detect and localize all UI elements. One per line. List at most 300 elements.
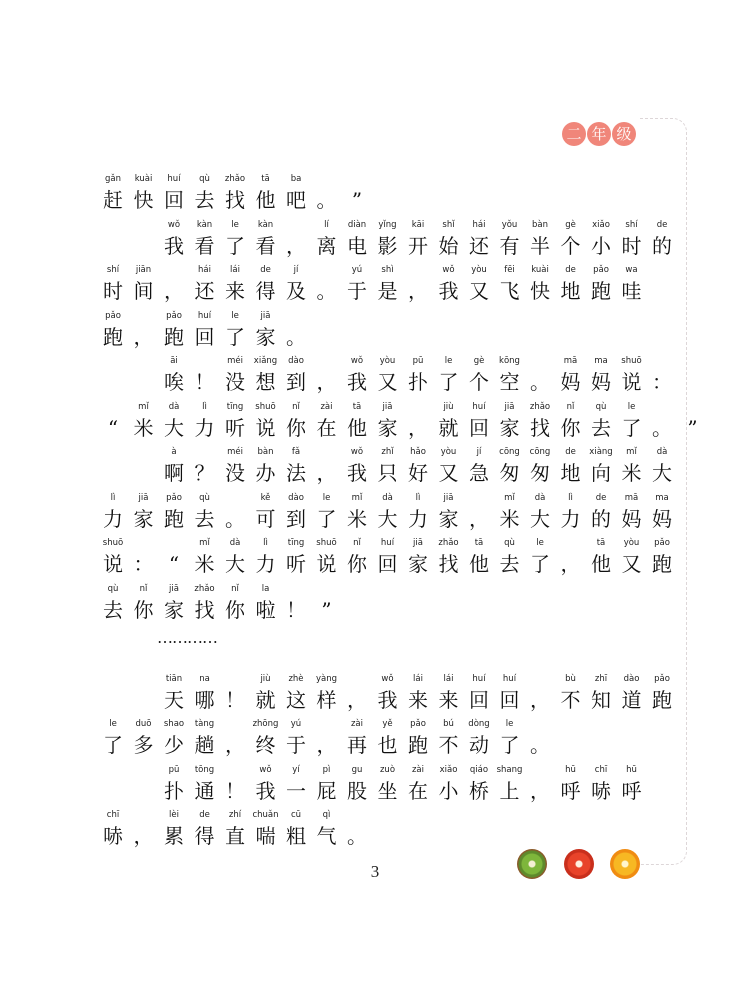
hanzi-character: 扑	[408, 370, 428, 394]
pinyin-syllable: bú	[443, 719, 454, 729]
pinyin-syllable: yàng	[315, 674, 338, 684]
pinyin-syllable: diàn	[347, 220, 367, 230]
hanzi-character: 桥	[469, 779, 489, 803]
pinyin-syllable: kōng	[499, 356, 520, 366]
hanzi-character: 不	[560, 688, 581, 712]
pinyin-syllable: qù	[199, 174, 210, 184]
pinyin-syllable: hái	[198, 265, 211, 275]
pinyin-syllable: dòng	[468, 719, 490, 729]
hanzi-character: 向	[591, 461, 611, 485]
hanzi-character: 办	[255, 461, 276, 485]
pinyin-syllable: tīng	[287, 538, 305, 548]
hanzi-character: 直	[225, 824, 245, 848]
text-line	[0, 174, 750, 220]
ellipsis: …………	[157, 628, 217, 647]
pinyin-syllable: wǒ	[381, 674, 394, 684]
hanzi-character: 哪	[194, 688, 215, 712]
pinyin-syllable: shí	[625, 220, 638, 230]
pinyin-syllable: jiā	[169, 584, 179, 594]
hanzi-character: ！	[286, 598, 306, 622]
hanzi-character: 在	[316, 416, 337, 440]
text-line	[0, 674, 750, 720]
hanzi-character: 气	[316, 824, 337, 848]
pinyin-syllable: zài	[320, 402, 333, 412]
hanzi-character: ？	[194, 461, 215, 485]
pinyin-syllable: chī	[594, 765, 608, 775]
pinyin-syllable: dà	[656, 447, 668, 457]
pinyin-syllable: à	[171, 447, 177, 457]
pinyin-syllable: fǎ	[291, 447, 301, 457]
hanzi-character: 家	[133, 507, 154, 531]
hanzi-character: 道	[621, 688, 642, 712]
hanzi-character: 及	[286, 279, 306, 303]
hanzi-character: 看	[255, 234, 276, 258]
hanzi-character: 还	[194, 279, 215, 303]
pinyin-syllable: huí	[502, 674, 517, 684]
hanzi-character: 说	[316, 552, 337, 576]
hanzi-character: 屁	[316, 779, 337, 803]
hanzi-character: 跑	[408, 733, 428, 757]
hanzi-character: 跑	[164, 325, 184, 349]
hanzi-character: 的	[652, 234, 672, 258]
pinyin-syllable: nǐ	[566, 402, 575, 412]
hanzi-character: 又	[621, 552, 642, 576]
hanzi-character: ，	[316, 461, 337, 485]
hanzi-character: 我	[255, 779, 276, 803]
hanzi-character: 喘	[255, 824, 276, 848]
pinyin-syllable: gè	[565, 220, 576, 230]
hanzi-character: 小	[591, 234, 611, 258]
hanzi-character: “	[107, 416, 119, 440]
pinyin-syllable: ma	[655, 493, 669, 503]
pinyin-syllable: wǒ	[259, 765, 272, 775]
hanzi-character: ，	[316, 733, 337, 757]
hanzi-character: 始	[438, 234, 459, 258]
pinyin-syllable: le	[231, 220, 239, 230]
hanzi-character: 你	[286, 416, 306, 440]
pinyin-syllable: le	[505, 719, 514, 729]
hanzi-character: 的	[591, 507, 611, 531]
hanzi-character: 家	[377, 416, 398, 440]
hanzi-character: 他	[469, 552, 489, 576]
hanzi-character: 米	[621, 461, 642, 485]
pinyin-syllable: huí	[472, 402, 486, 412]
pinyin-syllable: wǒ	[350, 447, 364, 457]
hanzi-character: ”	[321, 598, 332, 622]
pinyin-syllable: bù	[565, 674, 576, 684]
pinyin-syllable: hū	[626, 765, 637, 775]
pinyin-syllable: shuō	[102, 538, 124, 548]
hanzi-character: 力	[255, 552, 276, 576]
pinyin-syllable: lí	[324, 220, 329, 230]
hanzi-character: 一	[286, 779, 306, 803]
hanzi-character: ，	[133, 325, 154, 349]
hanzi-character: 米	[499, 507, 520, 531]
pinyin-syllable: yǒu	[501, 220, 518, 230]
hanzi-character: 妈	[591, 370, 611, 394]
hanzi-character: 他	[347, 416, 367, 440]
hanzi-character: 知	[591, 688, 611, 712]
pinyin-syllable: jí	[293, 265, 299, 275]
hanzi-character: ，	[560, 552, 581, 576]
hanzi-character: “	[168, 552, 180, 576]
hanzi-character: 得	[255, 279, 276, 303]
text-line	[0, 220, 750, 266]
hanzi-character: 赶	[103, 188, 123, 212]
hanzi-character: 家	[164, 598, 184, 622]
pinyin-syllable: le	[536, 538, 544, 548]
hanzi-character: 找	[530, 416, 550, 440]
hanzi-character: ，	[530, 779, 550, 803]
hanzi-character: 上	[499, 779, 520, 803]
pinyin-syllable: xiǎng	[253, 356, 278, 366]
hanzi-character: 唉	[164, 370, 184, 394]
pinyin-syllable: jiā	[138, 493, 149, 503]
pinyin-syllable: lì	[263, 538, 268, 548]
pinyin-syllable: dà	[382, 493, 393, 503]
pinyin-syllable: cū	[290, 810, 302, 820]
hanzi-character: 天	[164, 688, 184, 712]
kiwi-icon	[517, 849, 547, 879]
pinyin-syllable: jiā	[443, 493, 454, 503]
hanzi-character: 了	[621, 416, 642, 440]
hanzi-character: 。	[652, 416, 672, 440]
pinyin-syllable: tā	[352, 402, 362, 412]
grade-badge-char: 二	[562, 122, 586, 146]
pinyin-syllable: pū	[412, 356, 424, 366]
hanzi-character: 他	[255, 188, 276, 212]
hanzi-character: 没	[225, 370, 245, 394]
hanzi-character: 哇	[621, 279, 642, 303]
pinyin-syllable: zhè	[288, 674, 304, 684]
hanzi-character: 在	[408, 779, 428, 803]
hanzi-character: 你	[347, 552, 367, 576]
hanzi-character: 。	[530, 733, 550, 757]
pinyin-syllable: de	[260, 265, 271, 275]
hanzi-character: 说	[103, 552, 123, 576]
hanzi-character: 这	[286, 688, 306, 712]
pinyin-syllable: dà	[229, 538, 241, 548]
hanzi-character: 力	[103, 507, 123, 531]
hanzi-character: 匆	[499, 461, 520, 485]
pinyin-syllable: le	[444, 356, 453, 366]
pinyin-syllable: zhǎo	[194, 584, 215, 594]
page-number: 3	[370, 862, 380, 881]
hanzi-character: 呼	[621, 779, 642, 803]
hanzi-character: 回	[469, 416, 489, 440]
hanzi-character: 大	[377, 507, 398, 531]
hanzi-character: 呼	[560, 779, 581, 803]
hanzi-character: 再	[347, 733, 367, 757]
pinyin-syllable: yě	[382, 719, 393, 729]
hanzi-character: 地	[560, 279, 581, 303]
hanzi-character: 又	[469, 279, 489, 303]
pinyin-syllable: bàn	[532, 220, 548, 230]
hanzi-character: ，	[408, 416, 428, 440]
pinyin-syllable: shao	[163, 719, 185, 729]
hanzi-character: 听	[286, 552, 306, 576]
pinyin-syllable: lì	[568, 493, 573, 503]
pinyin-syllable: tiān	[165, 674, 183, 684]
hanzi-character: 米	[194, 552, 215, 576]
pinyin-syllable: yí	[292, 765, 300, 775]
hanzi-character: 还	[469, 234, 489, 258]
hanzi-character: 去	[103, 598, 123, 622]
pinyin-syllable: shì	[381, 265, 394, 275]
hanzi-character: 影	[377, 234, 398, 258]
hanzi-character: ！	[194, 370, 215, 394]
pinyin-syllable: le	[109, 719, 117, 729]
pinyin-syllable: xiàng	[589, 447, 613, 457]
hanzi-character: 说	[621, 370, 642, 394]
tomato-icon	[564, 849, 594, 879]
hanzi-character: 就	[438, 416, 459, 440]
pinyin-syllable: kuài	[531, 265, 549, 275]
hanzi-character: 米	[347, 507, 367, 531]
hanzi-character: 回	[499, 688, 520, 712]
pinyin-syllable: cōng	[499, 447, 520, 457]
hanzi-character: 去	[499, 552, 520, 576]
pinyin-syllable: jiù	[443, 402, 454, 412]
pinyin-syllable: zhí	[228, 810, 242, 820]
hanzi-character: 找	[194, 598, 215, 622]
hanzi-character: 又	[377, 370, 398, 394]
pinyin-syllable: fēi	[504, 265, 515, 275]
hanzi-character: 跑	[164, 507, 184, 531]
hanzi-character: 终	[255, 733, 276, 757]
pinyin-syllable: dào	[288, 493, 304, 503]
pinyin-syllable: wǒ	[350, 356, 364, 366]
hanzi-character: 是	[377, 279, 398, 303]
hanzi-character: ，	[316, 370, 337, 394]
hanzi-character: 妈	[560, 370, 581, 394]
pinyin-syllable: bàn	[257, 447, 274, 457]
pinyin-syllable: shí	[106, 265, 120, 275]
pinyin-syllable: gè	[473, 356, 485, 366]
hanzi-character: 到	[286, 507, 306, 531]
pinyin-syllable: zhǐ	[381, 447, 394, 457]
pinyin-syllable: yòu	[623, 538, 640, 548]
pinyin-syllable: zhǎo	[438, 538, 459, 548]
pinyin-syllable: pǎo	[166, 311, 182, 321]
pinyin-syllable: kuài	[134, 174, 153, 184]
hanzi-character: 好	[408, 461, 428, 485]
hanzi-character: 我	[164, 234, 184, 258]
grade-badge-char: 年	[587, 122, 611, 146]
pinyin-syllable: cōng	[529, 447, 551, 457]
pinyin-syllable: kě	[260, 493, 271, 503]
pinyin-syllable: pǎo	[593, 265, 609, 275]
pinyin-syllable: méi	[227, 447, 243, 457]
hanzi-character: 法	[286, 461, 306, 485]
hanzi-character: 于	[347, 279, 367, 303]
hanzi-character: 家	[438, 507, 459, 531]
pinyin-syllable: dà	[534, 493, 546, 503]
hanzi-character: 累	[164, 824, 184, 848]
pinyin-syllable: zhǎo	[224, 174, 246, 184]
pinyin-syllable: dào	[288, 356, 304, 366]
pinyin-syllable: de	[199, 810, 210, 820]
pinyin-syllable: jiù	[260, 674, 271, 684]
hanzi-character: 你	[225, 598, 245, 622]
pinyin-syllable: jiān	[135, 265, 152, 275]
hanzi-character: 扑	[164, 779, 184, 803]
hanzi-character: 听	[225, 416, 245, 440]
hanzi-character: 跑	[652, 688, 672, 712]
hanzi-character: ，	[164, 279, 184, 303]
pinyin-syllable: lì	[415, 493, 421, 503]
text-line	[0, 719, 750, 765]
pinyin-syllable: gǎn	[105, 174, 121, 184]
hanzi-character: 大	[225, 552, 245, 576]
pinyin-syllable: yú	[351, 265, 363, 275]
pinyin-syllable: méi	[227, 356, 243, 366]
pinyin-syllable: yǐng	[378, 220, 397, 230]
orange-icon	[610, 849, 640, 879]
hanzi-character: 离	[316, 234, 337, 258]
hanzi-character: 我	[347, 370, 367, 394]
pinyin-syllable: lèi	[169, 810, 179, 820]
pinyin-syllable: le	[627, 402, 636, 412]
pinyin-syllable: ma	[594, 356, 608, 366]
pinyin-syllable: zài	[350, 719, 364, 729]
hanzi-character: 去	[194, 507, 215, 531]
hanzi-character: 。	[316, 279, 337, 303]
hanzi-character: 股	[347, 779, 367, 803]
hanzi-character: 粗	[286, 824, 306, 848]
hanzi-character: 力	[408, 507, 428, 531]
pinyin-syllable: mǐ	[199, 538, 210, 548]
hanzi-character: 通	[194, 779, 215, 803]
hanzi-character: 力	[194, 416, 215, 440]
hanzi-character: 大	[652, 461, 672, 485]
hanzi-character: 不	[438, 733, 459, 757]
pinyin-syllable: yòu	[379, 356, 396, 366]
hanzi-character: ：	[652, 370, 672, 394]
hanzi-character: 得	[194, 824, 215, 848]
text-line	[0, 810, 750, 856]
pinyin-syllable: lái	[413, 674, 423, 684]
pinyin-syllable: shuō	[316, 538, 337, 548]
hanzi-character: 匆	[530, 461, 550, 485]
pinyin-syllable: dà	[168, 402, 180, 412]
pinyin-syllable: yòu	[471, 265, 487, 275]
hanzi-character: 我	[438, 279, 459, 303]
hanzi-character: 大	[164, 416, 184, 440]
pinyin-syllable: xiǎo	[439, 765, 458, 775]
hanzi-character: 他	[591, 552, 611, 576]
pinyin-syllable: mā	[563, 356, 578, 366]
hanzi-character: 又	[438, 461, 459, 485]
pinyin-syllable: huí	[167, 174, 181, 184]
text-line	[0, 765, 750, 811]
pinyin-syllable: zhōng	[252, 719, 279, 729]
pinyin-syllable: nǐ	[292, 402, 300, 412]
pinyin-syllable: hū	[565, 765, 576, 775]
pinyin-syllable: mā	[624, 493, 639, 503]
hanzi-character: 。	[530, 370, 550, 394]
hanzi-character: 看	[194, 234, 215, 258]
hanzi-character: 大	[530, 507, 550, 531]
hanzi-character: 哧	[103, 824, 123, 848]
pinyin-syllable: huí	[197, 311, 212, 321]
pinyin-syllable: lì	[110, 493, 116, 503]
pinyin-syllable: hǎo	[410, 447, 426, 457]
text-line	[0, 356, 750, 402]
hanzi-character: 样	[316, 688, 337, 712]
pinyin-syllable: qù	[199, 493, 210, 503]
hanzi-character: 就	[255, 688, 276, 712]
text-line	[0, 538, 750, 584]
pinyin-syllable: na	[199, 674, 210, 684]
hanzi-character: 家	[408, 552, 428, 576]
pinyin-syllable: qù	[504, 538, 515, 548]
pinyin-syllable: de	[565, 265, 576, 275]
pinyin-syllable: nǐ	[139, 584, 148, 594]
pinyin-syllable: ba	[290, 174, 302, 184]
hanzi-character: 啦	[255, 598, 276, 622]
pinyin-syllable: kàn	[257, 220, 274, 230]
pinyin-syllable: pǎo	[654, 538, 670, 548]
pinyin-syllable: yòu	[440, 447, 457, 457]
pinyin-syllable: gu	[351, 765, 363, 775]
hanzi-character: 吧	[286, 188, 306, 212]
pinyin-syllable: la	[261, 584, 270, 594]
hanzi-character: 你	[133, 598, 154, 622]
pinyin-syllable: shǐ	[442, 220, 455, 230]
grade-badge	[560, 122, 638, 148]
hanzi-character: ！	[225, 779, 245, 803]
hanzi-character: 到	[286, 370, 306, 394]
hanzi-character: 回	[469, 688, 489, 712]
pinyin-syllable: qiáo	[469, 765, 489, 775]
hanzi-character: ”	[687, 416, 698, 440]
hanzi-character: ，	[286, 234, 306, 258]
pinyin-syllable: mǐ	[626, 447, 637, 457]
pinyin-syllable: qì	[322, 810, 331, 820]
hanzi-character: 家	[255, 325, 276, 349]
pinyin-syllable: pū	[168, 765, 180, 775]
hanzi-character: ！	[225, 688, 245, 712]
hanzi-character: 多	[133, 733, 154, 757]
pinyin-syllable: qù	[107, 584, 119, 594]
hanzi-character: 说	[255, 416, 276, 440]
pinyin-syllable: de	[565, 447, 576, 457]
pinyin-syllable: jiā	[382, 402, 393, 412]
hanzi-character: 去	[194, 188, 215, 212]
pinyin-syllable: pǎo	[166, 493, 182, 503]
pinyin-syllable: yú	[290, 719, 302, 729]
hanzi-character: 动	[469, 733, 489, 757]
pinyin-syllable: jiā	[260, 311, 271, 321]
pinyin-syllable: tōng	[194, 765, 215, 775]
hanzi-character: 没	[225, 461, 245, 485]
hanzi-character: 间	[133, 279, 154, 303]
hanzi-character: 。	[286, 325, 306, 349]
pinyin-syllable: wǒ	[167, 220, 181, 230]
hanzi-character: 跑	[103, 325, 123, 349]
pinyin-syllable: jí	[476, 447, 482, 457]
hanzi-character: 半	[530, 234, 550, 258]
pinyin-syllable: de	[656, 220, 668, 230]
pinyin-syllable: nǐ	[353, 538, 361, 548]
hanzi-character: 个	[560, 234, 581, 258]
hanzi-character: 快	[133, 188, 154, 212]
hanzi-character: ，	[469, 507, 489, 531]
hanzi-character: 回	[377, 552, 398, 576]
hanzi-character: ，	[133, 824, 154, 848]
text-line	[0, 311, 750, 357]
